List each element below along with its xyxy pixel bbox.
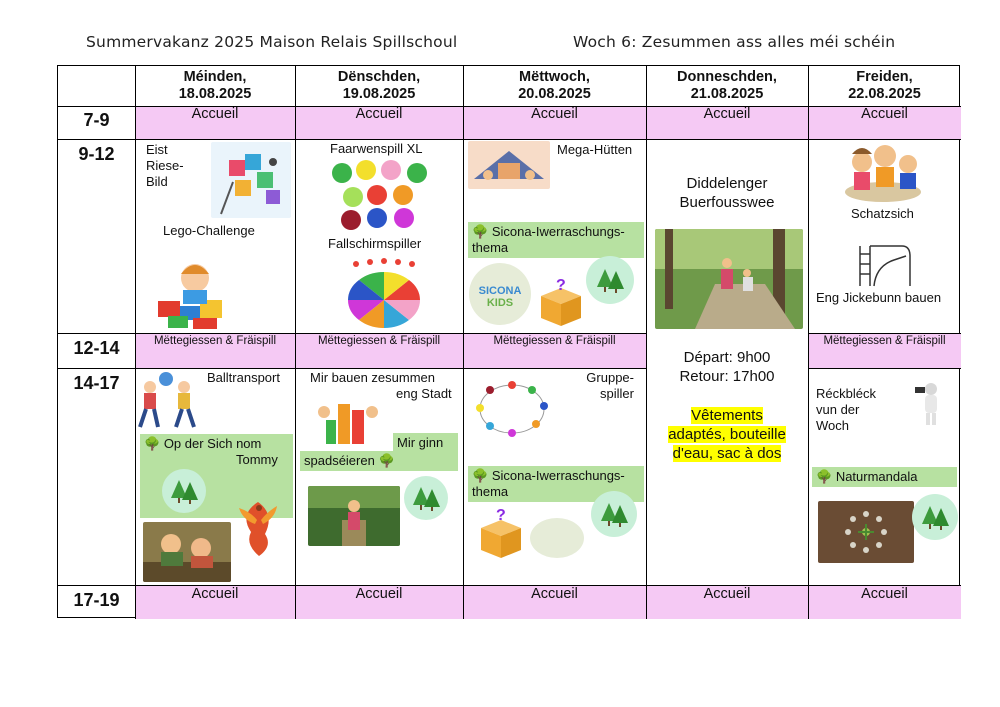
stadt-label-1: Mir bauen zesummen — [310, 370, 435, 385]
binoculars-figure — [911, 381, 947, 427]
day-header-friday: Freiden, 22.08.2025 — [848, 69, 921, 102]
surprise-box-icon — [476, 506, 526, 560]
trip-note: Vêtements adaptés, bouteille d'eau, sac à dos — [668, 407, 786, 462]
huetten-label: Mega-Hütten — [557, 142, 633, 157]
slide-drawing — [854, 236, 914, 288]
accueil-mon-am: Accueil — [191, 106, 239, 122]
accueil-fri-am: Accueil — [861, 106, 908, 122]
lunch-wed: Mëttegiessen & Fräispill — [493, 335, 616, 347]
balltransport-label: Balltransport — [207, 370, 280, 385]
forest-icon — [912, 494, 958, 540]
accueil-tue-pm: Accueil — [355, 586, 403, 602]
sicona-pm-box: 🌳 Sicona-Iwerraschungs- thema — [468, 466, 644, 502]
day-header-monday: Méinden, 18.08.2025 — [178, 69, 252, 102]
circle-children-image — [470, 376, 554, 442]
balltransport-image — [136, 371, 202, 431]
tommy-activity-box: 🌳 Op der Sich nom Tommy — [140, 434, 293, 518]
forest-icon — [591, 491, 637, 537]
children-nature-photo — [143, 522, 231, 582]
accueil-mon-pm: Accueil — [191, 586, 239, 602]
tree-icon: 🌳 — [472, 468, 489, 483]
day-header-wednesday: Mëttwoch, 20.08.2025 — [518, 69, 591, 102]
surprise-box-icon — [536, 276, 586, 328]
mandala-box: 🌳 Naturmandala — [812, 467, 957, 487]
svg-text:?: ? — [556, 277, 566, 294]
forest-icon — [586, 256, 634, 304]
svg-text:?: ? — [496, 507, 506, 524]
stadt-label-2: eng Stadt — [396, 386, 452, 401]
accueil-thu-am: Accueil — [703, 106, 751, 122]
sicona-kids-logo: SICONA KIDS — [469, 263, 531, 325]
lunch-fri: Mëttegiessen & Fräispill — [823, 335, 946, 347]
spadseieren-box: spadséieren 🌳 — [300, 451, 458, 471]
tree-icon: 🌳 — [378, 453, 395, 468]
ginn-box: Mir ginn — [393, 433, 458, 455]
jickebunn-label: Eng Jickebunn bauen — [816, 290, 942, 305]
day-header-tuesday: Dënschden, 19.08.2025 — [337, 69, 421, 102]
accueil-fri-pm: Accueil — [861, 586, 908, 602]
time-7-9: 7-9 — [83, 110, 110, 130]
tree-icon: 🌳 — [816, 469, 833, 484]
gruppespiller-label: Gruppe- spiller — [586, 370, 634, 401]
lego-image — [153, 256, 233, 331]
accueil-thu-pm: Accueil — [703, 586, 751, 602]
accueil-wed-pm: Accueil — [531, 586, 578, 602]
time-9-12: 9-12 — [78, 144, 115, 164]
day-header-thursday: Donneschden, 21.08.2025 — [677, 69, 777, 102]
sicona-kids-logo-small — [530, 518, 584, 558]
time-12-14: 12-14 — [73, 338, 120, 358]
time-17-19: 17-19 — [73, 590, 120, 610]
blocks-image — [316, 400, 380, 448]
accueil-wed-am: Accueil — [531, 106, 578, 122]
huetten-image — [468, 141, 550, 189]
riese-bild-label: Eist Riese- Bild — [146, 142, 184, 189]
schatzsich-label: Schatzsich — [851, 206, 914, 221]
forest-icon — [404, 476, 448, 520]
lunch-tue: Mëttegiessen & Fräispill — [317, 335, 441, 347]
tree-icon: 🌳 — [472, 224, 489, 239]
sicona-am-box: 🌳 Sicona-Iwerraschungs- thema — [468, 222, 644, 258]
fallschirmspiller-label: Fallschirmspiller — [328, 236, 422, 251]
tree-icon: 🌳 — [144, 436, 161, 451]
header-title: Summervakanz 2025 Maison Relais Spillschoul — [86, 33, 458, 51]
trip-title: Diddelenger Buerfousswee — [679, 175, 775, 211]
lego-challenge-label: Lego-Challenge — [163, 223, 255, 238]
schedule-table — [57, 65, 960, 618]
trip-times: Départ: 9h00 Retour: 17h00 — [679, 349, 775, 385]
week-theme: Woch 6: Zesummen ass alles méi schéin — [573, 33, 896, 51]
forest-walk-photo — [308, 486, 400, 546]
lunch-mon: Mëttegiessen & Fräispill — [153, 335, 277, 347]
treasure-hunt-image — [840, 142, 926, 204]
accueil-tue-am: Accueil — [355, 106, 403, 122]
puzzle-image — [211, 142, 291, 218]
rueckbleck-label: Réckbléck vun der Woch — [816, 386, 876, 433]
color-dots-image — [331, 160, 429, 232]
phoenix-image — [235, 494, 281, 562]
time-14-17: 14-17 — [73, 373, 120, 393]
parachute-image — [344, 256, 424, 330]
forest-trip-photo — [655, 229, 803, 329]
nature-mandala-photo — [818, 501, 914, 563]
faarwenspill-label: Faarwenspill XL — [330, 141, 423, 156]
forest-icon — [162, 469, 206, 513]
